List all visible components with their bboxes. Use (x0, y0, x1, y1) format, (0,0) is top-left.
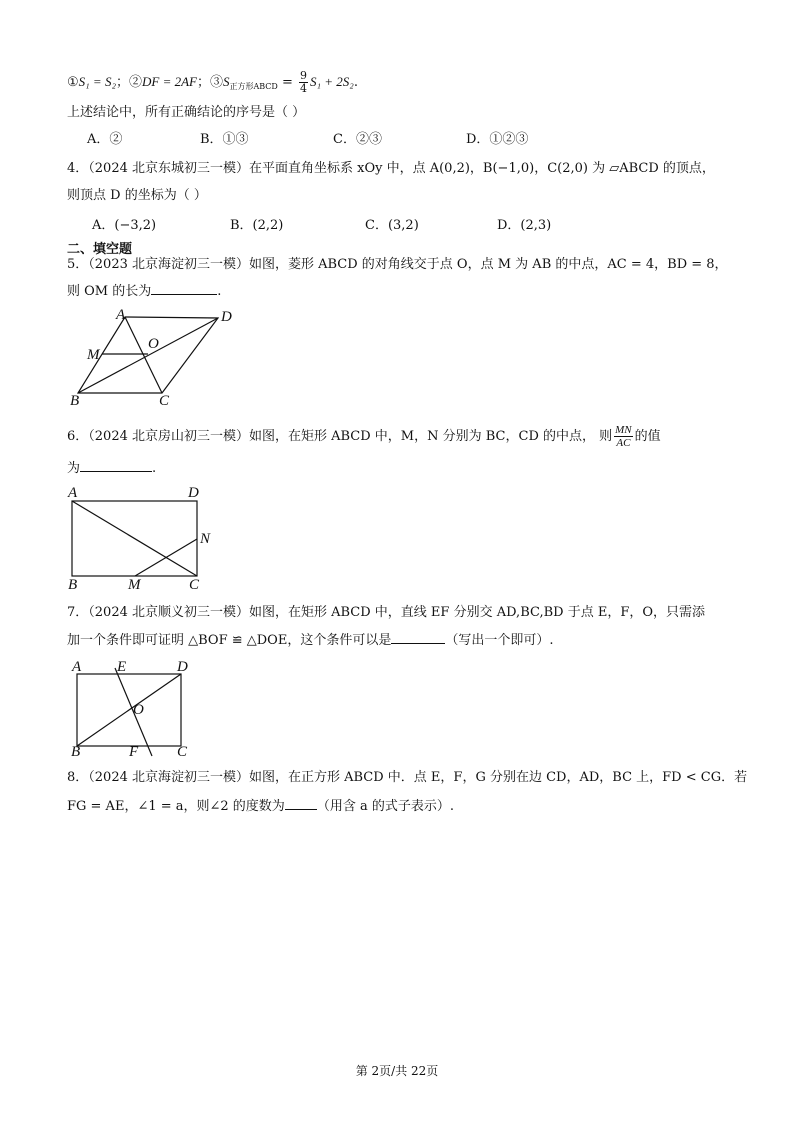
q3-option-a[interactable]: A．② (87, 132, 123, 147)
q7-label-f: F (129, 744, 139, 760)
q7-label-e: E (117, 659, 127, 675)
q5-rhombus-figure (60, 304, 240, 408)
q7-answer-blank[interactable] (391, 631, 445, 644)
q3-question: 上述结论中，所有正确结论的序号是（ ） (67, 105, 306, 120)
q5-text-line1: 5．（2023 北京海淀初三一模）如图，菱形 ABCD 的对角线交于点 O，点 M 为 AB 的中点，AC = 4，BD = 8， (67, 257, 728, 272)
q3-option-c[interactable]: C．②③ (333, 132, 382, 147)
q6-label-b: B (68, 577, 78, 592)
fraction-9-4: $\frac{9}{4}$ (300, 69, 307, 95)
q3-conclusions: ①S₁ = S₂；②DF = 2AF；$③S_{正方形ABCD}$ = $\frac{9}{4}$ S₁ + 2S₂. (67, 69, 358, 95)
q5-text-line2: 则 OM 的长为 . (67, 284, 222, 299)
q6-rectangle-figure (62, 484, 222, 592)
page-footer: 第 2页/共 22页 (355, 1064, 439, 1078)
q3-option-b[interactable]: B．①③ (200, 132, 249, 147)
q7-label-b: B (71, 744, 81, 760)
q7-label-c: C (177, 744, 188, 760)
q6-label-d: D (188, 485, 199, 501)
q6-fraction: $\frac{MN}{AC}$ (615, 424, 632, 449)
q6-text-line2: 为 . (67, 461, 157, 476)
q4-option-c[interactable]: C．(3,2) (365, 218, 419, 233)
q8-answer-blank[interactable] (285, 797, 317, 810)
q6-answer-blank[interactable] (80, 459, 152, 472)
q6-label-n: N (200, 531, 211, 547)
q5-label-b: B (70, 393, 80, 408)
q5-label-d: D (221, 309, 232, 325)
q8-text-line2: FG = AE，∠1 = a，则∠2 的度数为 （用含 a 的式子表示）. (67, 799, 454, 814)
q5-label-m: M (87, 347, 100, 363)
q6-text-line1: 6．（2024 北京房山初三一模）如图，在矩形 ABCD 中，M，N 分别为 BC，CD 的中点， 则 $\frac{MN}{AC}$ 的值 (67, 424, 661, 449)
q5-answer-blank[interactable] (151, 282, 217, 295)
q7-label-a: A (72, 659, 82, 675)
q7-text-line2: 加一个条件即可证明 △BOF ≌ △DOE，这个条件可以是 （写出一个即可）. (67, 633, 554, 648)
q6-label-m: M (128, 577, 141, 592)
q6-label-a: A (68, 485, 78, 501)
q4-text-line2: 则顶点 D 的坐标为（ ） (67, 188, 207, 203)
q7-text-line1: 7．（2024 北京顺义初三一模）如图，在矩形 ABCD 中，直线 EF 分别交 AD,BC,BD 于点 E，F，O，只需添 (67, 605, 706, 620)
q4-option-b[interactable]: B．(2,2) (230, 218, 284, 233)
section-title-fill-in: 二、填空题 (67, 242, 133, 257)
q5-label-o: O (148, 336, 159, 352)
q4-option-a[interactable]: A．(−3,2) (92, 218, 157, 233)
q7-label-o: O (133, 702, 144, 718)
q3-option-d[interactable]: D．①②③ (466, 132, 529, 147)
q7-label-d: D (177, 659, 188, 675)
q8-text-line1: 8．（2024 北京海淀初三一模）如图，在正方形 ABCD 中．点 E，F，G 分别在边 CD，AD，BC 上，FD < CG．若 (67, 770, 748, 785)
q4-option-d[interactable]: D．(2,3) (497, 218, 552, 233)
q4-text-line1: 4．（2024 北京东城初三一模）在平面直角坐标系 xOy 中，点 A(0,2)，B(−1,0)，C(2,0) 为 ▱ABCD 的顶点， (67, 161, 715, 176)
q5-label-c: C (159, 393, 170, 408)
q6-label-c: C (189, 577, 200, 592)
q5-label-a: A (116, 307, 126, 323)
q7-rectangle-figure (66, 656, 196, 760)
